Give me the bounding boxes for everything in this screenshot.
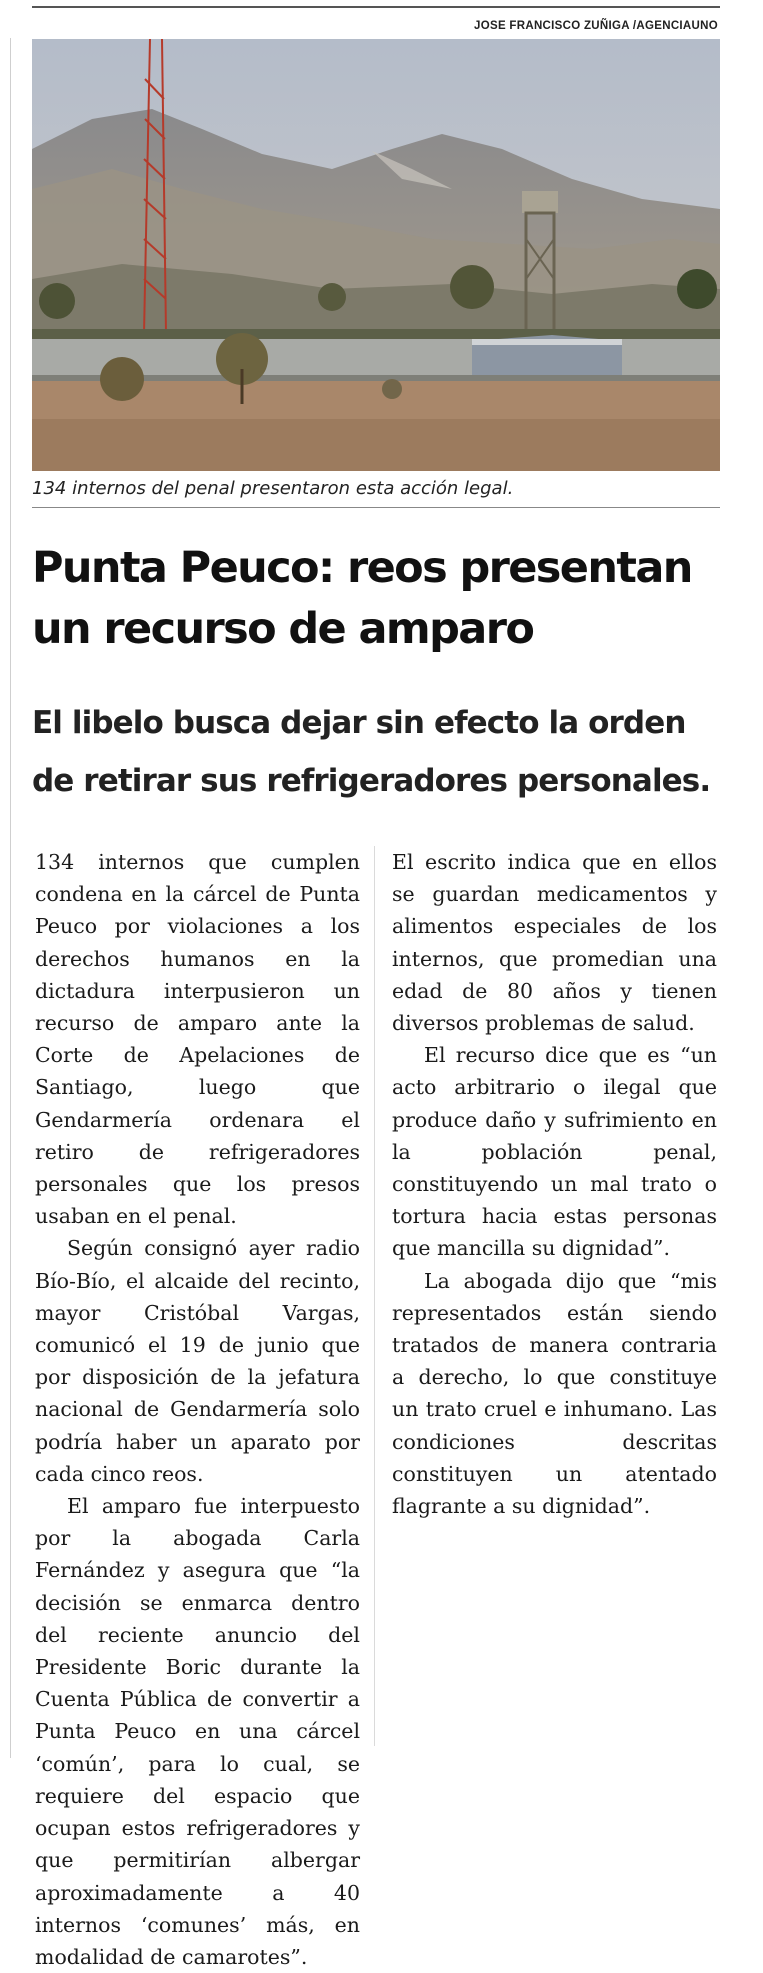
photo-caption: 134 internos del penal presentaron esta acción legal. xyxy=(32,478,514,499)
top-rule xyxy=(32,6,720,8)
page-margin-rule xyxy=(10,38,11,1758)
article-paragraph: El recurso dice que es “un acto arbitrario o ilegal que produce daño y sufrimiento en la población penal, constituyendo un mal trato o tortura hacia estas personas que mancilla su dignidad”. xyxy=(392,1043,717,1261)
headline: Punta Peuco: reos presentan un recurso de amparo xyxy=(32,543,692,654)
article-paragraph: El escrito indica que en ellos se guardan medicamentos y alimentos especiales de los internos, que promedian una edad de 80 años y tienen diversos problemas de salud. xyxy=(392,850,717,1036)
photo-credit: JOSE FRANCISCO ZUÑIGA /AGENCIAUNO xyxy=(474,20,718,32)
article-paragraph: La abogada dijo que “mis representados están siendo tratados de manera contraria a derecho, lo que constituye un trato cruel e inhumano. Las condiciones descritas constituyen un atentado flagrante a su dignidad”. xyxy=(392,1268,717,1519)
article-paragraph: Según consignó ayer radio Bío-Bío, el alcaide del recinto, mayor Cristóbal Vargas, comunicó el 19 de junio que por disposición de la jefatura nacional de Gendarmería solo podría haber un aparato por cada cinco reos. xyxy=(35,1236,360,1486)
article-paragraph: El amparo fue interpuesto por la abogada Carla Fernández y asegura que “la decisión se enmarca dentro del reciente anuncio del Presidente Boric durante la Cuenta Pública de convertir a Punta Peuco en una cárcel ‘común’, para lo cual, se requiere del espacio que ocupan estos refrigeradores y que permitirían albergar aproximadamente a 40 internos ‘comunes’ más, en modalidad de camarotes”. xyxy=(35,1494,360,1969)
column-divider xyxy=(374,846,375,1746)
caption-rule xyxy=(32,507,720,508)
subheadline: El libelo busca dejar sin efecto la orden de retirar sus refrigeradores personales. xyxy=(32,705,711,799)
article-column-right xyxy=(392,846,717,1522)
article-photo xyxy=(32,39,720,471)
article-paragraph: 134 internos que cumplen condena en la cárcel de Punta Peuco por violaciones a los derechos humanos en la dictadura interpusieron un recurso de amparo ante la Corte de Apelaciones de Santiago, luego que Gendarmería ordenara el retiro de refrigeradores personales que los presos usaban en el penal. xyxy=(35,850,360,1229)
article-column-left xyxy=(35,846,360,1973)
